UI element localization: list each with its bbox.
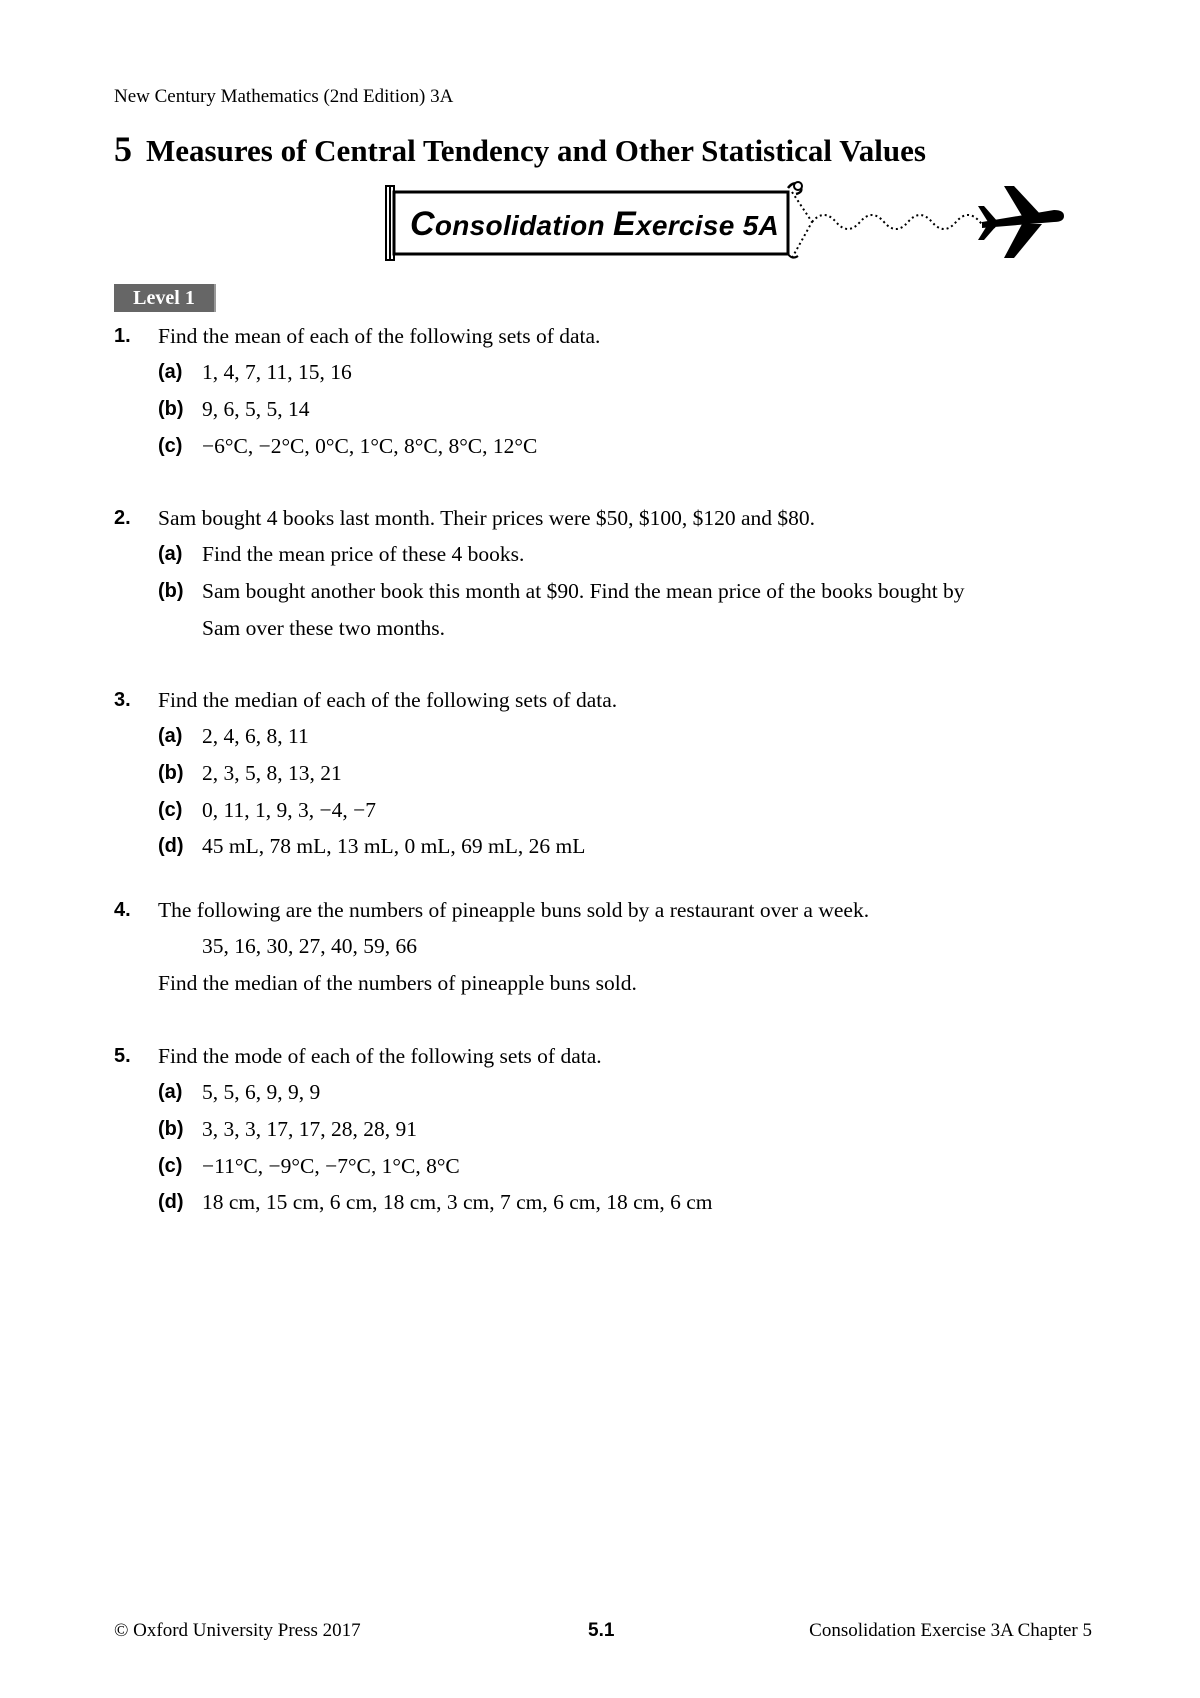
part-label: (d) xyxy=(158,835,184,857)
part-text: Find the mean price of these 4 books. xyxy=(202,542,525,566)
part-text: 1, 4, 7, 11, 15, 16 xyxy=(202,360,352,384)
question-3 xyxy=(0,682,1200,858)
question-text: The following are the numbers of pineapple buns sold by a restaurant over a week. xyxy=(158,898,870,922)
part-label: (d) xyxy=(158,1191,184,1213)
part-label: (a) xyxy=(158,1081,183,1103)
chapter-title: Measures of Central Tendency and Other Statistical Values xyxy=(146,133,926,168)
data-line: 35, 16, 30, 27, 40, 59, 66 xyxy=(202,934,417,958)
exercise-banner-title: Consolidation Exercise 5A xyxy=(410,205,780,243)
part-label: (a) xyxy=(158,543,183,565)
question-number: 3. xyxy=(114,689,131,711)
question-text: Find the mode of each of the following sets of data. xyxy=(158,1044,602,1068)
footer-copyright: © Oxford University Press 2017 xyxy=(114,1620,361,1641)
part-text: 2, 3, 5, 8, 13, 21 xyxy=(202,761,342,785)
question-text: Find the median of each of the following sets of data. xyxy=(158,688,618,712)
question-number: 2. xyxy=(114,507,131,529)
part-text: 5, 5, 6, 9, 9, 9 xyxy=(202,1080,321,1104)
part-text-continued: Sam over these two months. xyxy=(202,616,446,640)
part-label: (a) xyxy=(158,725,183,747)
part-label: (b) xyxy=(158,762,184,784)
question-number: 1. xyxy=(114,325,131,347)
question-5 xyxy=(0,1038,1200,1214)
question-4 xyxy=(0,892,1200,1012)
part-text: −6°C, −2°C, 0°C, 1°C, 8°C, 8°C, 12°C xyxy=(202,434,538,458)
part-label: (b) xyxy=(158,398,184,420)
part-label: (b) xyxy=(158,580,184,602)
question-1 xyxy=(0,318,1200,458)
part-text: −11°C, −9°C, −7°C, 1°C, 8°C xyxy=(202,1154,460,1178)
part-text: 2, 4, 6, 8, 11 xyxy=(202,724,309,748)
question-2 xyxy=(0,500,1200,650)
part-label: (c) xyxy=(158,799,183,821)
part-text: 9, 6, 5, 5, 14 xyxy=(202,397,310,421)
part-label: (c) xyxy=(158,1155,183,1177)
part-text: 45 mL, 78 mL, 13 mL, 0 mL, 69 mL, 26 mL xyxy=(202,834,586,858)
book-title: New Century Mathematics (2nd Edition) 3A xyxy=(114,86,454,107)
part-text: Sam bought another book this month at $90. Find the mean price of the books bought by xyxy=(202,579,965,603)
part-label: (b) xyxy=(158,1118,184,1140)
airplane-icon xyxy=(978,186,1064,258)
question-text: Sam bought 4 books last month. Their prices were $50, $100, $120 and $80. xyxy=(158,506,816,530)
chapter-heading xyxy=(114,128,926,170)
footer-section-label: Consolidation Exercise 3A Chapter 5 xyxy=(809,1620,1092,1641)
question-text: Find the mean of each of the following sets of data. xyxy=(158,324,601,348)
question-number: 4. xyxy=(114,899,131,921)
part-text: 18 cm, 15 cm, 6 cm, 18 cm, 3 cm, 7 cm, 6 cm, 18 cm, 6 cm xyxy=(202,1190,713,1214)
part-label: (c) xyxy=(158,435,183,457)
part-label: (a) xyxy=(158,361,183,383)
level-badge: Level 1 xyxy=(114,284,216,312)
question-number: 5. xyxy=(114,1045,131,1067)
trail-path xyxy=(812,215,1000,229)
part-text: 3, 3, 3, 17, 17, 28, 28, 91 xyxy=(202,1117,417,1141)
chapter-number: 5 xyxy=(114,129,132,169)
footer-page-number: 5.1 xyxy=(588,1620,615,1641)
part-text: 0, 11, 1, 9, 3, −4, −7 xyxy=(202,798,376,822)
question-closing-text: Find the median of the numbers of pineapple buns sold. xyxy=(158,971,637,995)
